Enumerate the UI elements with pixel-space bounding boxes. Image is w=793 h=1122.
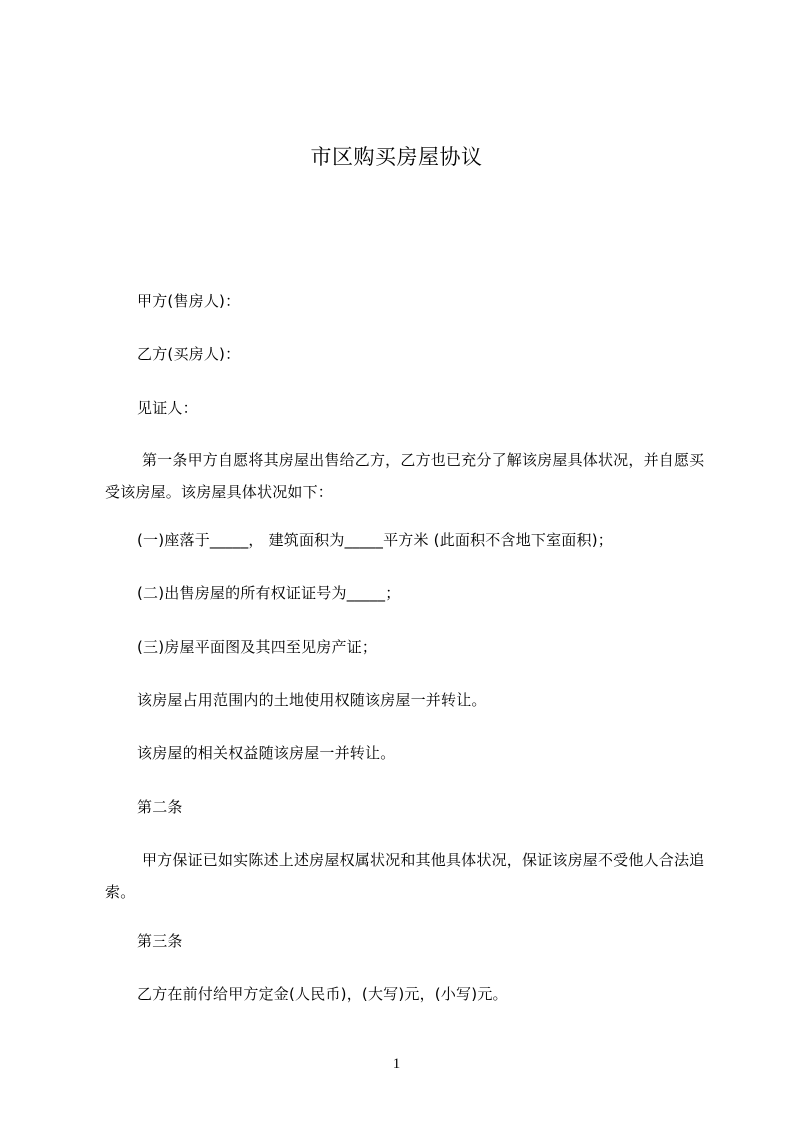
document-title: 市区购买房屋协议: [310, 145, 483, 169]
item-2-certificate: (二)出售房屋的所有权证证号为_____；: [137, 584, 401, 602]
party-b-line: 乙方(买房人)：: [137, 345, 241, 363]
article-3-heading: 第三条: [137, 932, 183, 950]
land-use-right-text: 该房屋占用范围内的土地使用权随该房屋一并转让。: [137, 691, 487, 709]
page-number: 1: [392, 1056, 401, 1072]
item-1-location: (一)座落于_____， 建筑面积为_____平方米 (此面积不含地下室面积)；: [137, 531, 613, 549]
party-a-line: 甲方(售房人)：: [137, 292, 241, 310]
item-3-floor-plan: (三)房屋平面图及其四至见房产证；: [137, 638, 378, 656]
article-3-text: 乙方在前付给甲方定金(人民币)，(大写)元，(小写)元。: [137, 985, 508, 1003]
related-rights-text: 该房屋的相关权益随该房屋一并转让。: [137, 744, 396, 762]
article-1-text: 第一条甲方自愿将其房屋出售给乙方，乙方也已充分了解该房屋具体状况，并自愿买受该房屋。该房屋具体状况如下：: [105, 451, 705, 501]
article-2-text: 甲方保证已如实陈述上述房屋权属状况和其他具体状况，保证该房屋不受他人合法追索。: [105, 851, 705, 901]
article-2-heading: 第二条: [137, 798, 183, 816]
witness-line: 见证人：: [137, 399, 198, 417]
